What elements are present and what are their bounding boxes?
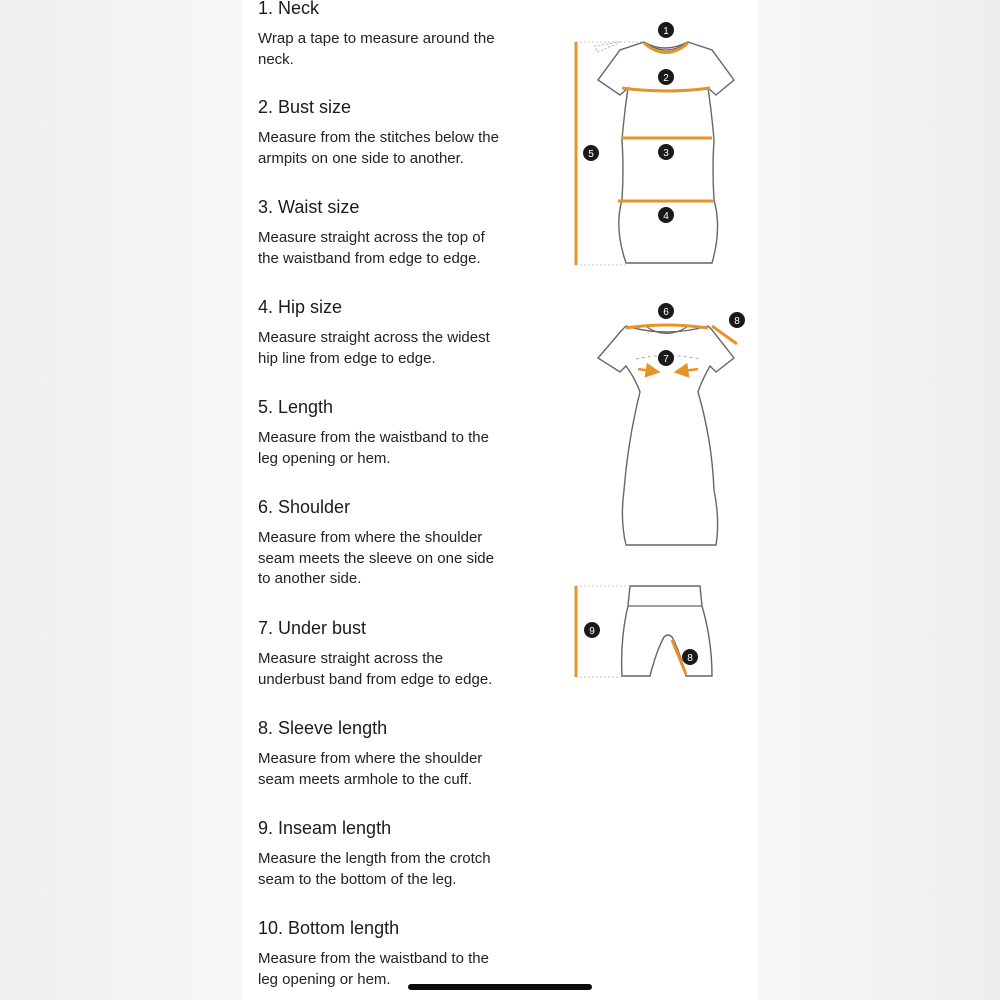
svg-text:5: 5 — [588, 149, 594, 160]
guide-item-title: 7. Under bust — [258, 618, 367, 638]
svg-text:7: 7 — [663, 354, 669, 365]
background-right — [758, 0, 1000, 1000]
svg-text:2: 2 — [663, 73, 669, 84]
dress-back-illustration — [598, 303, 745, 545]
svg-text:4: 4 — [663, 211, 669, 222]
marker-badge-8-shorts — [682, 649, 698, 665]
shoulder-measure-line — [626, 325, 708, 328]
home-indicator[interactable] — [408, 984, 592, 990]
guide-item-desc: Measure from the stitches below the armpits on one side to another. — [258, 129, 499, 167]
guide-item-desc: Measure straight across the widest hip line from edge to edge. — [258, 329, 490, 367]
marker-badge-8 — [729, 312, 745, 328]
shorts-illustration — [576, 586, 712, 677]
guide-item-title: 8. Sleeve length — [258, 718, 388, 738]
guide-item-title: 10. Bottom length — [258, 918, 400, 938]
shorts-outline — [622, 586, 712, 676]
guide-item-title: 1. Neck — [258, 0, 320, 18]
marker-badge-4 — [658, 207, 674, 223]
marker-badge-5 — [583, 145, 599, 161]
marker-badge-9 — [584, 622, 600, 638]
guide-item-desc: Measure straight across the top of the waistband from edge to edge. — [258, 229, 485, 267]
guide-item-title: 3. Waist size — [258, 197, 360, 217]
guide-item-desc: Wrap a tape to measure around the neck. — [258, 30, 495, 68]
guide-item-title: 9. Inseam length — [258, 818, 392, 838]
svg-text:3: 3 — [663, 148, 669, 159]
guide-item-title: 6. Shoulder — [258, 497, 351, 517]
background-left — [0, 0, 242, 1000]
guide-item-title: 5. Length — [258, 397, 334, 417]
svg-text:1: 1 — [663, 26, 669, 37]
guide-item-title: 2. Bust size — [258, 97, 352, 117]
measurement-illustrations — [242, 0, 758, 1000]
marker-badge-6 — [658, 303, 674, 319]
guide-item-desc: Measure from where the shoulder seam meets the sleeve on one side to another side. — [258, 529, 494, 587]
marker-badge-7 — [658, 350, 674, 366]
guide-item-desc: Measure straight across the underbust band from edge to edge. — [258, 650, 493, 688]
marker-badge-1 — [658, 22, 674, 38]
marker-badge-2 — [658, 69, 674, 85]
guide-item-title: 4. Hip size — [258, 297, 343, 317]
svg-text:6: 6 — [663, 307, 669, 318]
guide-item-desc: Measure the length from the crotch seam to the bottom of the leg. — [258, 850, 491, 888]
guide-item-desc: Measure from the waistband to the leg opening or hem. — [258, 429, 489, 467]
dress-front-illustration — [576, 22, 734, 265]
guide-item-desc: Measure from where the shoulder seam meets armhole to the cuff. — [258, 750, 483, 788]
marker-badge-3 — [658, 144, 674, 160]
svg-text:9: 9 — [589, 626, 595, 637]
guide-item-desc: Measure from the waistband to the leg opening or hem. — [258, 950, 489, 988]
svg-text:8: 8 — [687, 653, 693, 664]
size-guide-panel[interactable] — [242, 0, 758, 1000]
svg-text:8: 8 — [734, 316, 740, 327]
